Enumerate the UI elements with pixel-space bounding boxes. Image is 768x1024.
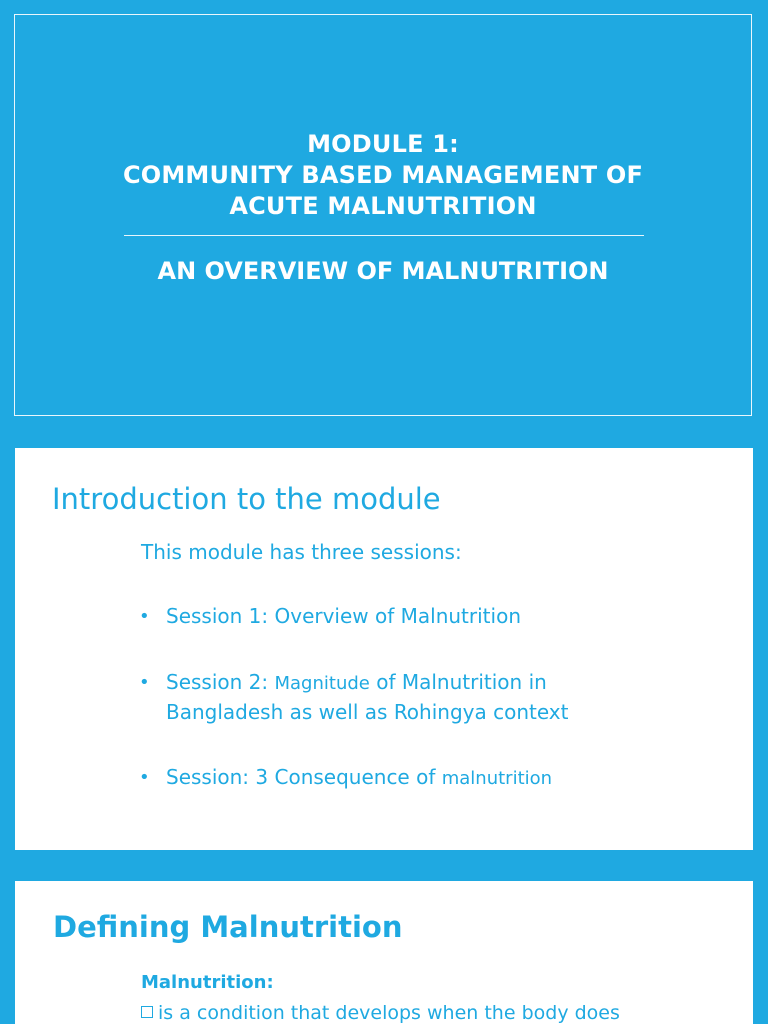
definition-title: Defining Malnutrition [53,910,403,944]
session-1-text: Session 1: Overview of Malnutrition [166,604,521,628]
session-3-label: Session: 3 Consequence of [166,765,442,789]
title-slide [14,14,752,416]
session-bullet-1 [139,602,521,631]
session-bullet-2 [139,668,568,727]
bullet-icon: • [139,606,150,627]
definition-slide [15,881,753,1024]
title-line-1: MODULE 1: [307,130,459,158]
session-3-malnutrition: malnutrition [441,768,553,789]
introduction-title: Introduction to the module [52,482,441,516]
introduction-text: This module has three sessions: [141,540,462,564]
title-line-2: COMMUNITY BASED MANAGEMENT OF [122,161,644,189]
definition-item-text: is a condition that develops when the body does [158,1002,620,1024]
bullet-icon: • [139,767,150,788]
session-2-label: Session 2: [166,670,275,694]
session-2-line-2: Bangladesh as well as Rohingya context [166,700,569,724]
module-subtitle: AN OVERVIEW OF MALNUTRITION [157,257,609,285]
session-bullet-3 [139,763,552,793]
introduction-slide [15,448,753,850]
bullet-icon: • [139,672,150,693]
module-title [15,129,751,222]
checkbox-bullet-icon [141,1006,153,1018]
title-line-3: ACUTE MALNUTRITION [229,192,537,220]
definition-label: Malnutrition: [141,972,274,993]
session-3-text [166,763,552,793]
session-2-rest: of Malnutrition in [369,670,547,694]
session-2-line-1 [166,668,568,698]
title-divider [124,235,644,236]
session-2-magnitude: Magnitude [274,673,370,694]
definition-item [141,1000,620,1024]
